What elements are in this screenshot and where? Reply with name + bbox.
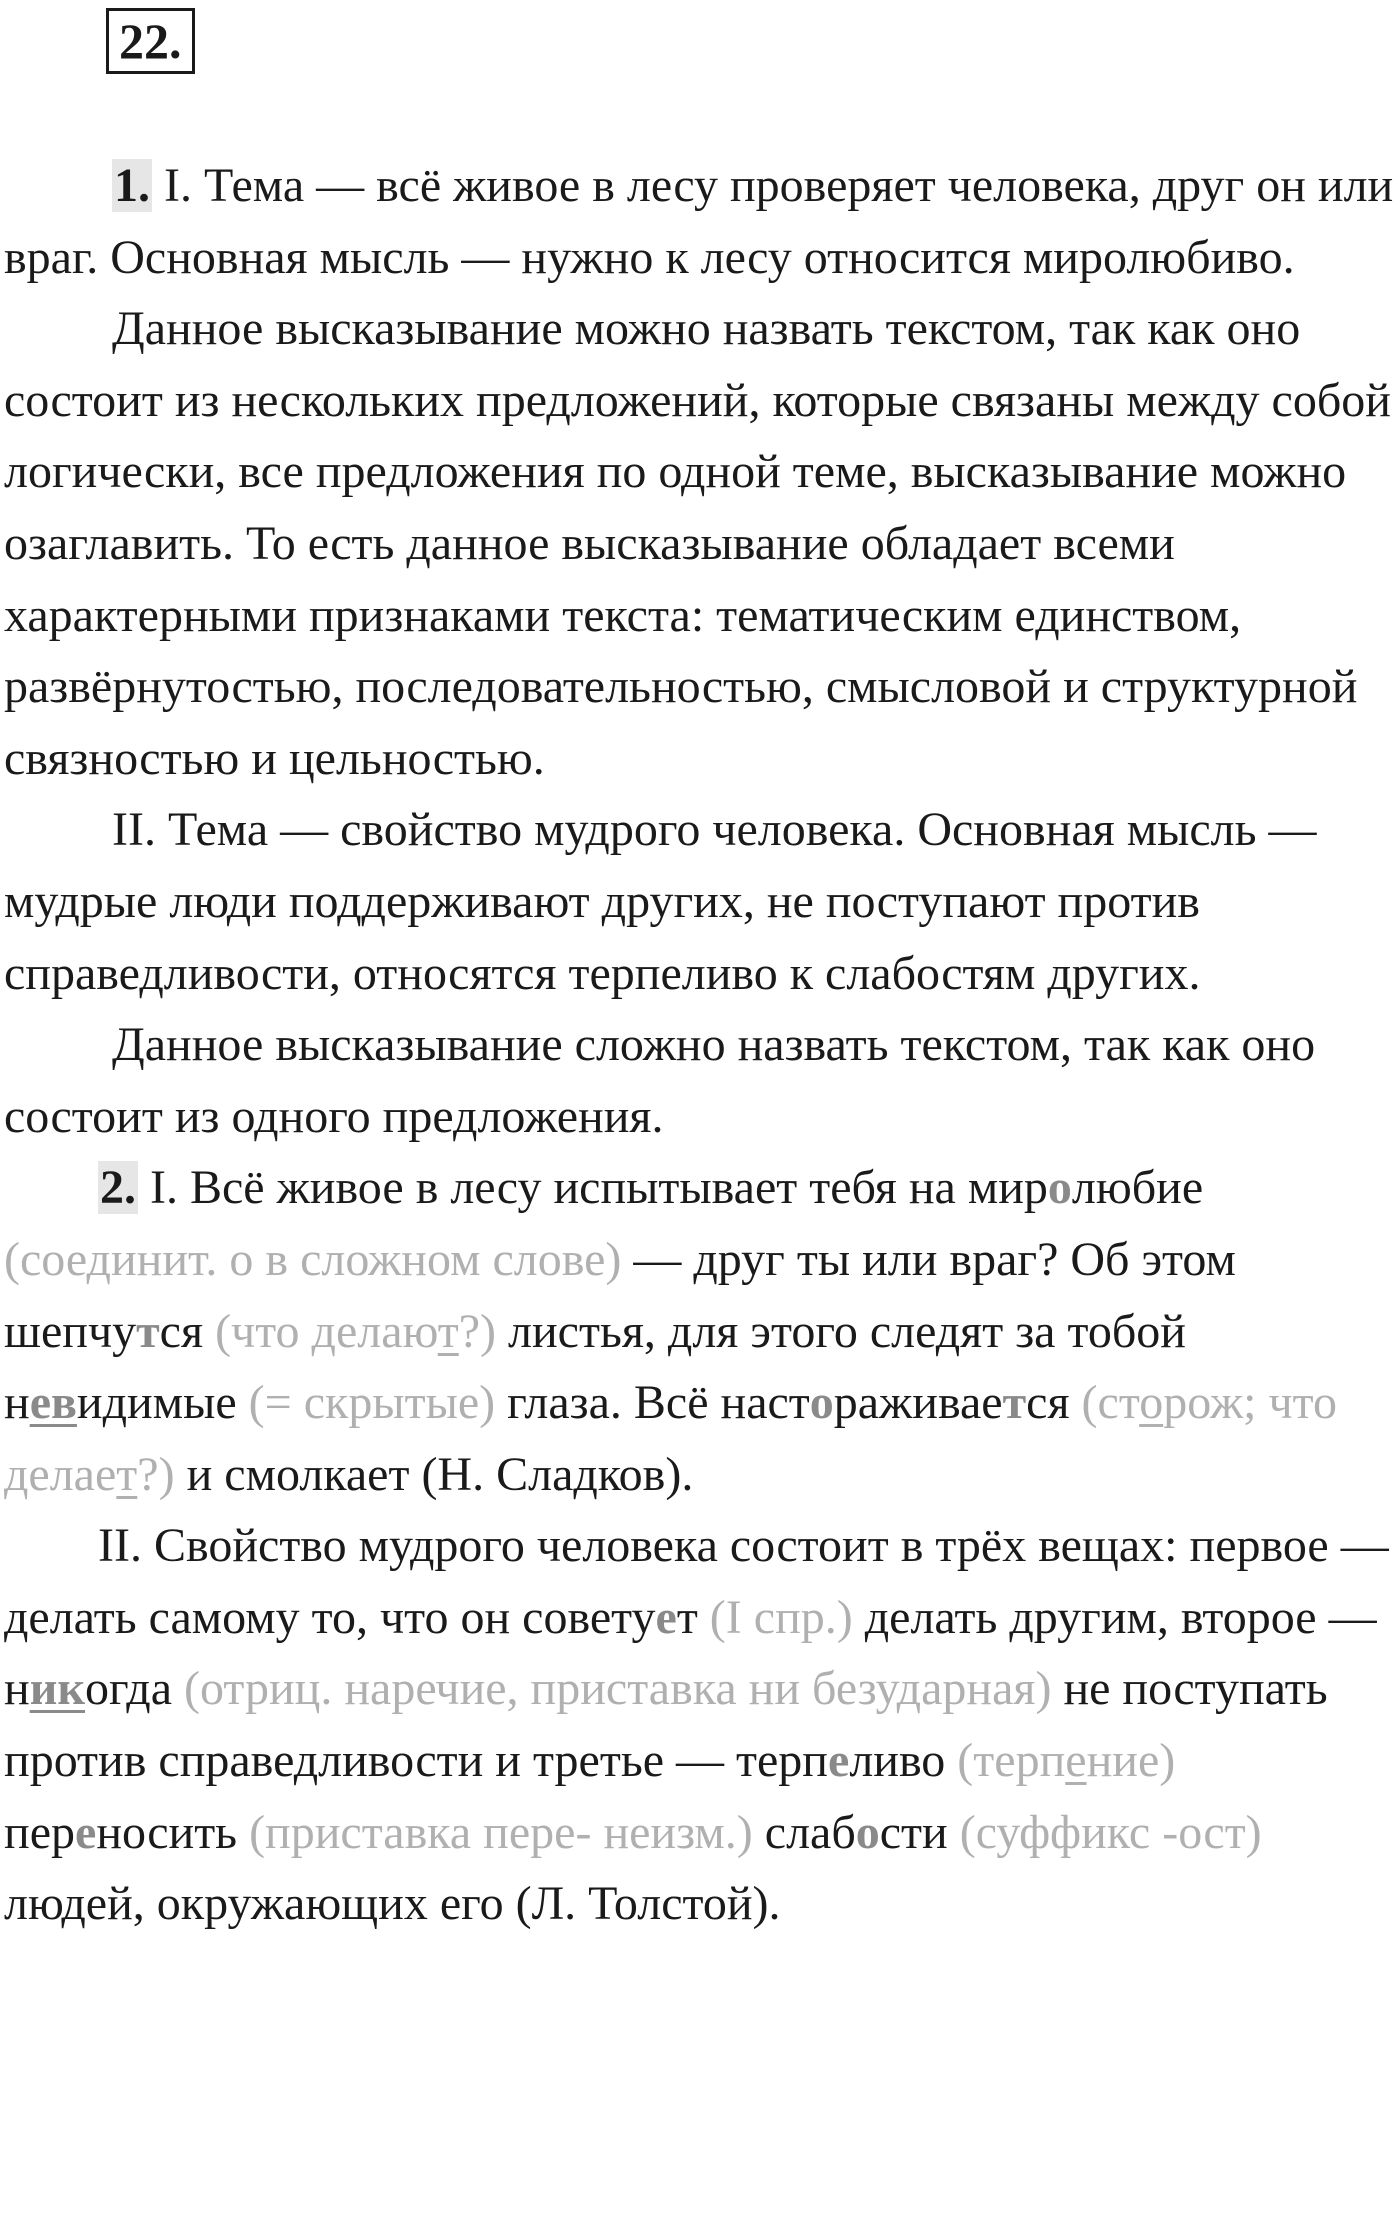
grammar-note: (соединит. о в сложном слове) xyxy=(4,1232,622,1286)
grammar-note: (приставка пере- неизм.) xyxy=(249,1805,753,1859)
part2-II-t5-end: сти xyxy=(879,1805,960,1859)
underlined-letter: о xyxy=(1139,1376,1164,1430)
part2-I-t3-end: идимые xyxy=(76,1376,249,1430)
grammar-note-part: рож; что делае xyxy=(4,1376,1337,1501)
part2-I-t4-end: ся xyxy=(1026,1376,1082,1430)
part1-I-analysis: Данное высказывание можно назвать текстом, так как оно состоит из нескольких предложений, которые связаны между собой логически, все предложения по одной теме, высказывание можно озаглавить. То есть данное высказывание обладает всеми характерными признаками текста: тематическим единством, развёрнутостью, последовательностью, смысловой и структурной связностью и цельностью. xyxy=(4,302,1391,785)
part1-II-analysis: Данное высказывание сложно назвать текстом, так как оно состоит из одного предложения. xyxy=(4,1018,1316,1143)
part2-I-paragraph xyxy=(4,1152,1396,1510)
part2-I-t5: и смолкает (Н. Сладков). xyxy=(174,1447,694,1501)
part2-I-t1-end: любие xyxy=(1071,1161,1204,1215)
underlined-letter: т xyxy=(116,1447,138,1501)
part2-II-t3-end: ливо xyxy=(849,1734,958,1788)
underlined-letter: е xyxy=(1065,1734,1087,1788)
grammar-note: (= скрытые) xyxy=(248,1376,496,1430)
grammar-note-part: (терп xyxy=(957,1734,1066,1788)
highlight-letter: о xyxy=(855,1805,880,1859)
highlight-letter: т xyxy=(1002,1376,1027,1430)
highlight-letter: е xyxy=(75,1805,97,1859)
highlight-letter: ик xyxy=(29,1662,85,1716)
highlight-letter: т xyxy=(136,1304,160,1358)
highlight-letter: ев xyxy=(29,1376,77,1430)
part2-I-t1: I. Всё живое в лесу испытывает тебя на мир xyxy=(138,1161,1048,1215)
grammar-note xyxy=(215,1305,496,1358)
part2-II-t6: людей, окружающих его (Л. Толстой). xyxy=(4,1877,781,1931)
grammar-note-part: (ст xyxy=(1081,1376,1140,1430)
part2-II-t4: пер xyxy=(4,1805,75,1859)
part2-I-t2-end: ся xyxy=(159,1304,216,1358)
grammar-note-part: ?) xyxy=(137,1447,175,1501)
part2-I-t2: — друг ты или враг? Об этом шепчу xyxy=(4,1232,1236,1358)
part1-marker: 1. xyxy=(114,159,150,212)
grammar-note: (суффикс -ост) xyxy=(959,1805,1262,1859)
grammar-note-part: ние) xyxy=(1086,1734,1176,1788)
grammar-note: (I спр.) xyxy=(709,1590,853,1644)
exercise-number: 22. xyxy=(106,8,195,74)
part2-II-t1: II. Свойство мудрого человека состоит в трёх вещах: первое — делать самому то, что он совету xyxy=(4,1519,1389,1644)
grammar-note-part: ?) xyxy=(458,1304,497,1358)
part2-I-t4: глаза. Всё наст xyxy=(495,1376,810,1430)
part2-II-t2: делать другим, второе — н xyxy=(4,1590,1377,1716)
highlight-letter: о xyxy=(809,1376,834,1430)
answer-content xyxy=(4,150,1396,1940)
part1-II-text: II. Тема — свойство мудрого человека. Основная мысль — мудрые люди поддерживают других, не поступают против справедливости, относятся терпеливо к слабостям других. xyxy=(4,803,1317,1000)
grammar-note: (отриц. наречие, приставка ни безударная) xyxy=(184,1662,1052,1716)
part2-II-t3: не поступать против справедливости и третье — терп xyxy=(4,1662,1328,1788)
part1-I-text: I. Тема — всё живое в лесу проверяет человека, друг он или враг. Основная мысль — нужно к лесу относится миролюбиво. xyxy=(4,159,1394,284)
part2-marker: 2. xyxy=(100,1161,136,1215)
part2-II-t1-end: т xyxy=(676,1590,710,1644)
part2-II-paragraph xyxy=(4,1510,1396,1940)
underlined-letter: т xyxy=(437,1304,459,1358)
part2-I-t4-mid: раживае xyxy=(833,1376,1003,1430)
highlight-letter: е xyxy=(828,1734,850,1788)
part2-II-t2-end: огда xyxy=(85,1662,185,1716)
highlight-letter: о xyxy=(1047,1161,1072,1215)
part1-theme-I xyxy=(4,150,1396,293)
part2-II-t4-end: носить xyxy=(96,1805,250,1859)
highlight-letter: е xyxy=(655,1590,677,1644)
part2-I-t3: листья, для этого следят за тобой н xyxy=(4,1304,1186,1430)
grammar-note-part: (что делаю xyxy=(215,1304,438,1358)
part2-II-t5: слаб xyxy=(752,1805,856,1859)
grammar-note xyxy=(957,1734,1175,1787)
